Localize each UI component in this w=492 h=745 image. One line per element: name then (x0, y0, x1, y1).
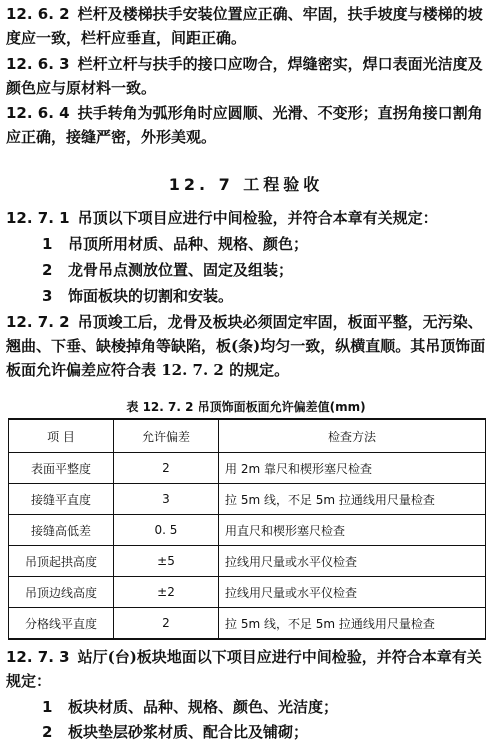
table-row: 接缝平直度 3 拉 5m 线，不足 5m 拉通线用尺量检查 (9, 484, 486, 515)
clause-text: 扶手转角为弧形角时应圆顺、光滑、不变形；直拐角接口割角应正确，接缝严密，外形美观。 (6, 104, 483, 146)
list-item: 1 吊顶所用材质、品种、规格、颜色； (42, 235, 309, 253)
clause-text: 吊顶竣工后，龙骨及板块必须固定牢固，板面平整，无污染、翘曲、下垂、缺棱掉角等缺陷，板(条)均匀一致，纵横直顺。其吊顶饰面板面允许偏差应符合表 12. 7. 2 的规定。 (6, 313, 486, 379)
clause-number: 12. 7. 2 (6, 313, 70, 331)
clause-12-7-3 (6, 645, 486, 693)
clause-text: 栏杆立杆与扶手的接口应吻合，焊缝密实，焊口表面光洁度及颜色应与原材料一致。 (6, 55, 483, 97)
list-item: 2 龙骨吊点测放位置、固定及组装； (42, 261, 294, 279)
section-title: 12. 7 工程验收 (168, 175, 324, 194)
table-row: 分格线平直度 2 拉 5m 线，不足 5m 拉通线用尺量检查 (9, 608, 486, 640)
list-item: 2 板块垫层砂浆材质、配合比及铺砌； (42, 723, 309, 741)
clause-number: 12. 6. 3 (6, 55, 70, 73)
clause-number: 12. 6. 4 (6, 104, 70, 122)
clause-text: 栏杆及楼梯扶手安装位置应正确、牢固，扶手坡度与楼梯的坡度应一致，栏杆应垂直，间距正确。 (6, 5, 483, 47)
header-tolerance: 允许偏差 (114, 419, 219, 453)
clause-number: 12. 6. 2 (6, 5, 70, 23)
list-item: 1 板块材质、品种、规格、颜色、光洁度； (42, 698, 339, 716)
table-caption: 表 12. 7. 2 吊顶饰面板面允许偏差值(mm) (126, 400, 366, 414)
table-row: 吊顶边线高度 ±2 拉线用尺量或水平仪检查 (9, 577, 486, 608)
header-item: 项 目 (9, 419, 114, 453)
clause-number: 12. 7. 1 (6, 209, 70, 227)
table-row: 吊顶起拱高度 ±5 拉线用尺量或水平仪检查 (9, 546, 486, 577)
table-row: 接缝高低差 0. 5 用直尺和楔形塞尺检查 (9, 515, 486, 546)
clause-12-6-3 (6, 52, 486, 100)
table-header-row (9, 419, 486, 453)
clause-12-6-2 (6, 2, 486, 50)
header-method: 检查方法 (219, 419, 486, 453)
tolerance-table (8, 418, 486, 640)
clause-text: 站厅(台)板块地面以下项目应进行中间检验，并符合本章有关规定： (6, 648, 482, 690)
clause-number: 12. 7. 3 (6, 648, 70, 666)
clause-12-7-1 (6, 206, 486, 230)
clause-text: 吊顶以下项目应进行中间检验，并符合本章有关规定： (77, 209, 438, 227)
clause-12-7-2 (6, 310, 486, 382)
table-row: 表面平整度 2 用 2m 靠尺和楔形塞尺检查 (9, 453, 486, 484)
list-item: 3 饰面板块的切割和安装。 (42, 287, 234, 305)
clause-12-6-4 (6, 101, 486, 149)
